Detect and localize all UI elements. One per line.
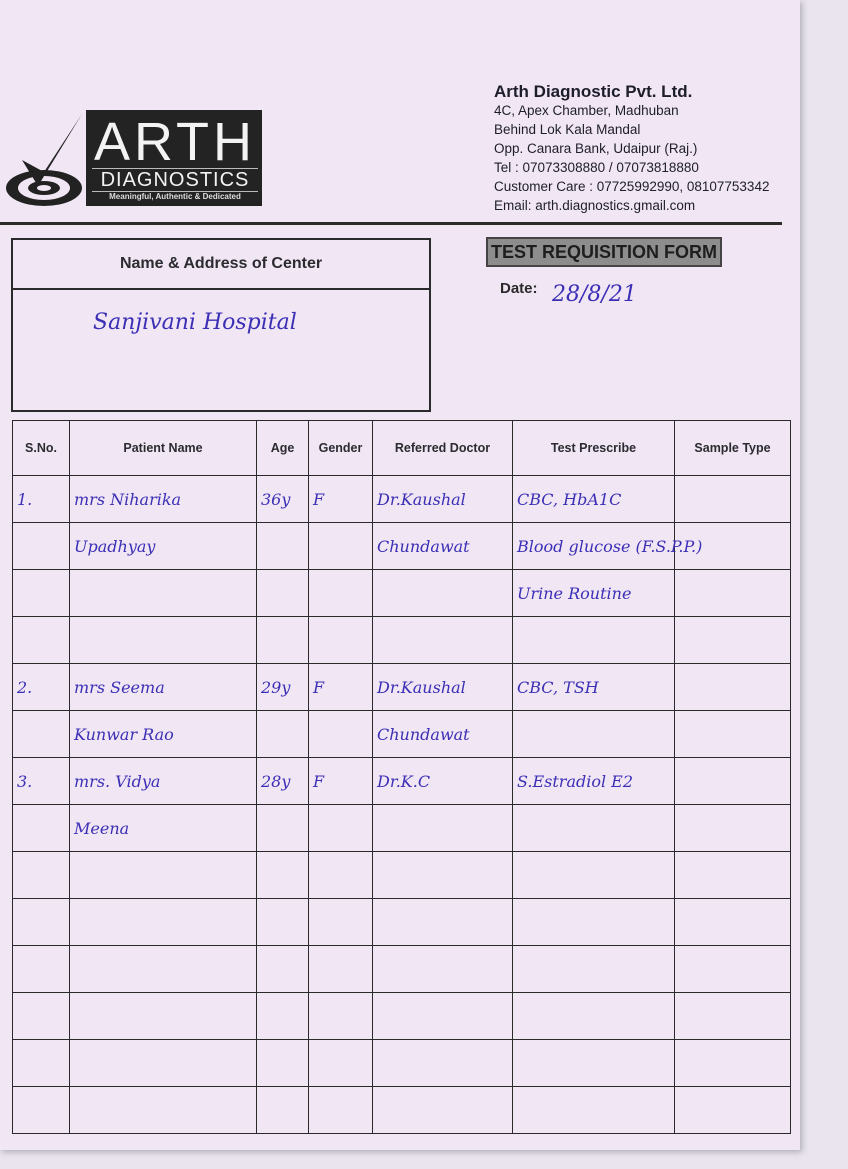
cell-sample-type (675, 711, 791, 758)
customer-care: Customer Care : 07725992990, 08107753342 (494, 179, 770, 194)
cell-sno (13, 1087, 70, 1134)
cell-gender (309, 1087, 373, 1134)
cell-sno (13, 899, 70, 946)
header-referred-doctor: Referred Doctor (373, 421, 513, 476)
cell-referred-doctor: Dr.K.C (373, 758, 513, 805)
cell-age (257, 617, 309, 664)
cell-gender (309, 946, 373, 993)
cell-age (257, 946, 309, 993)
header-patient-name: Patient Name (70, 421, 257, 476)
table-row (13, 805, 791, 852)
cell-age: 28y (257, 758, 309, 805)
cell-sample-type (675, 664, 791, 711)
date-label: Date: (500, 280, 538, 297)
table-row (13, 570, 791, 617)
cell-sample-type (675, 899, 791, 946)
cell-gender: F (309, 664, 373, 711)
cell-patient-name (70, 570, 257, 617)
cell-sno (13, 1040, 70, 1087)
cell-sno (13, 805, 70, 852)
logo-name: ARTH (93, 112, 257, 172)
cell-sno: 1. (13, 476, 70, 523)
cell-test-prescribe: CBC, HbA1C (513, 476, 675, 523)
telephone: Tel : 07073308880 / 07073818880 (494, 160, 699, 175)
cell-sno (13, 523, 70, 570)
header-sno: S.No. (13, 421, 70, 476)
cell-patient-name (70, 1040, 257, 1087)
company-details (494, 82, 769, 215)
header-age: Age (257, 421, 309, 476)
cell-sno (13, 852, 70, 899)
address-line-1: 4C, Apex Chamber, Madhuban (494, 103, 679, 118)
cell-referred-doctor (373, 946, 513, 993)
cell-patient-name: mrs Niharika (70, 476, 257, 523)
cell-referred-doctor (373, 852, 513, 899)
cell-gender (309, 899, 373, 946)
date-value-handwritten: 28/8/21 (552, 282, 637, 307)
cell-sno (13, 617, 70, 664)
cell-sno: 2. (13, 664, 70, 711)
logo-tagline: Meaningful, Authentic & Dedicated (109, 192, 241, 201)
cell-age (257, 523, 309, 570)
table-row (13, 852, 791, 899)
cell-patient-name: mrs. Vidya (70, 758, 257, 805)
cell-test-prescribe (513, 1040, 675, 1087)
cell-age (257, 1087, 309, 1134)
cell-age: 36y (257, 476, 309, 523)
header-divider (0, 222, 782, 225)
cell-patient-name (70, 852, 257, 899)
cell-test-prescribe (513, 805, 675, 852)
cell-age: 29y (257, 664, 309, 711)
cell-patient-name (70, 946, 257, 993)
cell-test-prescribe: Urine Routine (513, 570, 675, 617)
center-address-box (11, 238, 431, 412)
cell-sno (13, 711, 70, 758)
table-row (13, 1087, 791, 1134)
cell-gender (309, 805, 373, 852)
cell-referred-doctor (373, 1087, 513, 1134)
cell-test-prescribe: CBC, TSH (513, 664, 675, 711)
cell-gender: F (309, 476, 373, 523)
address-line-3: Opp. Canara Bank, Udaipur (Raj.) (494, 141, 698, 156)
cell-test-prescribe: S.Estradiol E2 (513, 758, 675, 805)
cell-patient-name: Meena (70, 805, 257, 852)
cell-referred-doctor: Chundawat (373, 523, 513, 570)
table-row (13, 711, 791, 758)
cell-age (257, 993, 309, 1040)
cell-referred-doctor (373, 993, 513, 1040)
cell-test-prescribe (513, 852, 675, 899)
table-row (13, 758, 791, 805)
cell-sample-type (675, 1040, 791, 1087)
cell-referred-doctor (373, 570, 513, 617)
table-row (13, 946, 791, 993)
cell-sno (13, 946, 70, 993)
cell-test-prescribe: Blood glucose (F.S.P.P.) (513, 523, 675, 570)
cell-referred-doctor: Dr.Kaushal (373, 664, 513, 711)
cell-test-prescribe (513, 711, 675, 758)
cell-gender (309, 1040, 373, 1087)
form-title: TEST REQUISITION FORM (486, 237, 722, 267)
cell-patient-name (70, 993, 257, 1040)
cell-sample-type (675, 805, 791, 852)
table-row (13, 523, 791, 570)
center-box-title: Name & Address of Center (13, 240, 429, 290)
cell-gender (309, 570, 373, 617)
table-row (13, 476, 791, 523)
cell-referred-doctor (373, 899, 513, 946)
cell-sno (13, 993, 70, 1040)
cell-gender (309, 523, 373, 570)
cell-test-prescribe (513, 617, 675, 664)
cell-test-prescribe (513, 899, 675, 946)
center-name-handwritten: Sanjivani Hospital (93, 310, 297, 335)
cell-gender (309, 852, 373, 899)
cell-sample-type (675, 852, 791, 899)
cell-sno (13, 570, 70, 617)
cell-age (257, 852, 309, 899)
patient-table (12, 420, 791, 1134)
cell-sample-type (675, 476, 791, 523)
cell-patient-name (70, 899, 257, 946)
table-row (13, 993, 791, 1040)
cell-patient-name (70, 617, 257, 664)
cell-test-prescribe (513, 946, 675, 993)
cell-referred-doctor (373, 805, 513, 852)
table-row (13, 617, 791, 664)
cell-test-prescribe (513, 1087, 675, 1134)
header-test-prescribe: Test Prescribe (513, 421, 675, 476)
cell-sample-type (675, 993, 791, 1040)
cell-gender: F (309, 758, 373, 805)
header-gender: Gender (309, 421, 373, 476)
cell-sample-type (675, 1087, 791, 1134)
cell-age (257, 805, 309, 852)
cell-patient-name (70, 1087, 257, 1134)
cell-gender (309, 993, 373, 1040)
cell-sample-type (675, 570, 791, 617)
logo-subtitle: DIAGNOSTICS (92, 168, 258, 192)
cell-referred-doctor: Dr.Kaushal (373, 476, 513, 523)
table-row (13, 664, 791, 711)
company-name: Arth Diagnostic Pvt. Ltd. (494, 82, 693, 101)
cell-age (257, 1040, 309, 1087)
cell-sample-type (675, 758, 791, 805)
cell-patient-name: mrs Seema (70, 664, 257, 711)
header-sample-type: Sample Type (675, 421, 791, 476)
cell-age (257, 899, 309, 946)
cell-patient-name: Kunwar Rao (70, 711, 257, 758)
cell-sno: 3. (13, 758, 70, 805)
cell-gender (309, 711, 373, 758)
cell-patient-name: Upadhyay (70, 523, 257, 570)
cell-sample-type (675, 617, 791, 664)
cell-sample-type (675, 946, 791, 993)
cell-gender (309, 617, 373, 664)
cell-referred-doctor: Chundawat (373, 711, 513, 758)
cell-age (257, 711, 309, 758)
cell-referred-doctor (373, 617, 513, 664)
cell-test-prescribe (513, 993, 675, 1040)
table-row (13, 899, 791, 946)
cell-referred-doctor (373, 1040, 513, 1087)
cell-age (257, 570, 309, 617)
address-line-2: Behind Lok Kala Mandal (494, 122, 641, 137)
email: Email: arth.diagnostics.gmail.com (494, 198, 696, 213)
table-row (13, 1040, 791, 1087)
table-header-row (13, 421, 791, 476)
